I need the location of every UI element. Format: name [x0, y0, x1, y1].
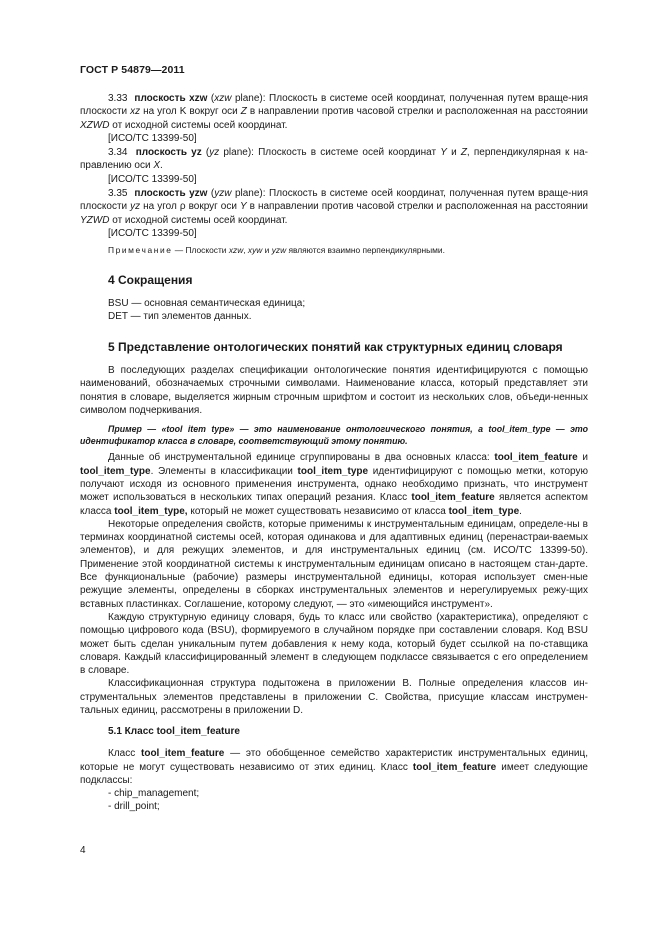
- example-paragraph: Пример — «tool item type» — это наименование онтологического понятия, а tool_item_type — это идентификатор класса в словаре, соответствующий этому понятию.: [80, 424, 588, 447]
- section-4-heading: 4 Сокращения: [108, 272, 193, 287]
- section-5-paragraph-4: Каждую структурную единицу словаря, будь то класс или свойство (характеристика), определяют с помощью цифрового кода (BSU), формируемого в случайном порядке при составлении словаря. Код BSU может быть сделан уникальным путем добавления к нему кода, который будет ссылкой на по-ставщика словаря. Каждый классифицированный элемент в следующем подклассе связывается с его определением в словаре.: [80, 611, 588, 677]
- section-5-paragraph-5: Классификационная структура подытожена в приложении В. Полные определения классов ин-струментальных элементов представлены в приложении С. Свойства, присущие классам инструмен-тальных единиц, рассмотрены в приложении D.: [80, 678, 588, 716]
- list-item: - chip_management;: [108, 788, 200, 800]
- definition-3-35: 3.35 плоскость yzw (yzw plane): Плоскость в системе осей координат, полученная путем враще-ния плоскости yz на угол ρ вокруг оси Y в направлении против часовой стрелки и расположенная на расстоянии YZWD от исходной системы осей координат.: [80, 188, 589, 226]
- abbreviation-bsu: BSU — основная семантическая единица;: [108, 297, 306, 309]
- section-5-heading: 5 Представление онтологических понятий как структурных единиц словаря: [108, 340, 563, 355]
- subsection-5-1-heading: 5.1 Класс tool_item_feature: [108, 726, 240, 738]
- section-5-paragraph-3: Некоторые определения свойств, которые применимы к инструментальным единицам, определе-ны в терминах координатной системы осей, которая одинакова и для адаптивных единиц (перенастраи-ваемых элементов), и для режущих элементов, и для инструментальных единиц (см. ИСО/ТС 13399-50). Применение этой координатной системы к инструментальным единицам описано в настоящем стан-дарте. Все функциональные (рабочие) размеры инструментальной единицы, которая использует смен-ные режущие элементы, определены в сборках инструментальных элементов и нерегулируемых режу-щих вставных пластинках. Соглашение, которому следуют, — это «имеющийся инструмент».: [80, 518, 588, 610]
- document-header: ГОСТ Р 54879—2011: [80, 64, 185, 76]
- definition-3-33: 3.33 плоскость xzw (xzw plane): Плоскость в системе осей координат, полученная путем враще-ния плоскости xz на угол K вокруг оси Z в направлении против часовой стрелки и расположенная на расстоянии XZWD от исходной системы осей координат.: [80, 93, 589, 131]
- note-planes: Примечание — Плоскости xzw, xyw и yzw являются взаимно перпендикулярными.: [108, 245, 445, 256]
- definition-3-34: 3.34 плоскость yz (yz plane): Плоскость в системе осей координат Y и Z, перпендикулярная к на-правлению оси X.: [80, 147, 588, 172]
- abbreviation-det: DET — тип элементов данных.: [108, 310, 252, 322]
- reference-3-33: [ИСО/ТС 13399-50]: [108, 132, 197, 144]
- page-content: [80, 92, 588, 814]
- reference-3-35: [ИСО/ТС 13399-50]: [108, 227, 197, 239]
- subsection-5-1-paragraph: Класс tool_item_feature — это обобщенное семейство характеристик инструментальных единиц, которые не могут существовать независимо от этих единиц. Класс tool_item_feature имеет следующие подклассы:: [80, 748, 588, 786]
- section-5-paragraph-2: Данные об инструментальной единице сгруппированы в два основных класса: tool_item_feature и tool_item_type. Элементы в классификации tool_item_type идентифицируют с помощью метки, которую получают исходя из основного применения инструмента, однако необходимо признать, что инструмент может использоваться в нескольких типах операций резания. Класс tool_item_feature является аспектом класса tool_item_type, который не может существовать независимо от класса tool_item_type.: [80, 452, 588, 517]
- section-5-paragraph-1: В последующих разделах спецификации онтологические понятия идентифицируются с помощью наименований, обозначаемых строчными символами. Наименование класса, который представляет эти понятия в словаре, выделяется жирным строчным шрифтом и состоит из нескольких слов, объеди-ненных символом подчеркивания.: [80, 365, 588, 417]
- reference-3-34: [ИСО/ТС 13399-50]: [108, 173, 197, 185]
- list-item: - drill_point;: [108, 801, 160, 813]
- page-number: 4: [80, 845, 86, 856]
